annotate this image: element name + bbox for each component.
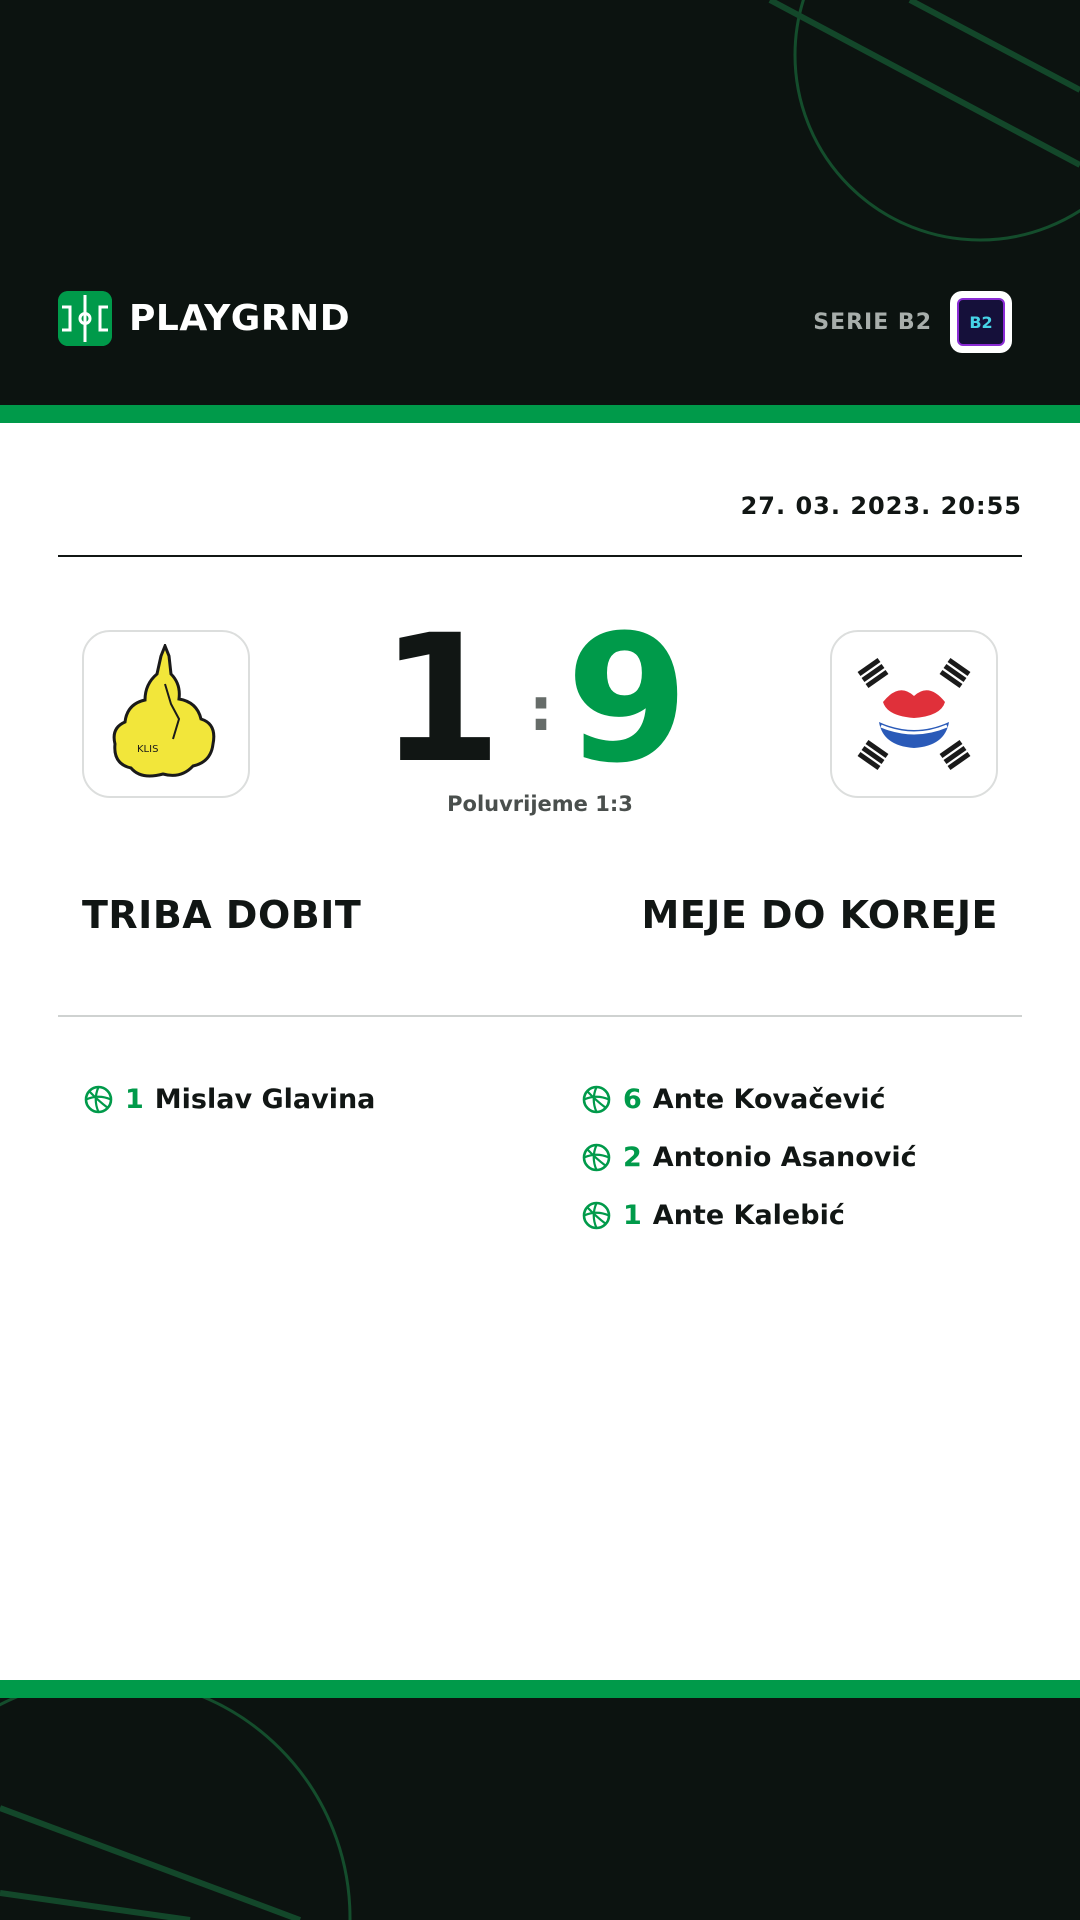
scorer-goals: 1: [125, 1083, 144, 1115]
brand-name: PLAYGRND: [129, 298, 351, 339]
scorer-name[interactable]: Ante Kalebić: [652, 1199, 845, 1231]
divider: [58, 555, 1022, 557]
halftime-score: Poluvrijeme 1:3: [447, 792, 633, 816]
away-scorers: [582, 1070, 917, 1244]
svg-text:KLIS: KLIS: [137, 744, 159, 755]
scorer-name[interactable]: Antonio Asanović: [652, 1141, 917, 1173]
league[interactable]: [813, 291, 1012, 353]
scorer-row: [582, 1128, 917, 1186]
footer-accent-bar: [0, 1680, 1080, 1698]
home-score: 1: [379, 597, 502, 802]
header: [0, 0, 1080, 405]
pitch-icon: [58, 291, 112, 346]
scorer-row: [582, 1186, 917, 1244]
scorer-name[interactable]: Ante Kovačević: [652, 1083, 886, 1115]
league-badge: [950, 291, 1012, 353]
divider: [58, 1015, 1022, 1017]
home-scorers: [84, 1070, 375, 1128]
match-datetime: 27. 03. 2023. 20:55: [740, 492, 1022, 520]
brand[interactable]: [58, 291, 350, 346]
scorer-goals: 1: [623, 1199, 642, 1231]
header-accent-bar: [0, 405, 1080, 423]
ball-icon: [582, 1143, 611, 1172]
scorer-goals: 6: [623, 1083, 642, 1115]
footer: [0, 1698, 1080, 1920]
away-team-logo: [830, 630, 998, 798]
ball-icon: [582, 1085, 611, 1114]
scorer-goals: 2: [623, 1141, 642, 1173]
league-name: SERIE B2: [813, 309, 932, 335]
ball-icon: [84, 1085, 113, 1114]
home-team-name: TRIBA DOBIT: [82, 893, 362, 937]
scorer-row: [84, 1070, 375, 1128]
away-crest-icon: [849, 654, 979, 774]
score-separator: :: [529, 675, 553, 745]
pitch-lines-decoration: [0, 1698, 1080, 1920]
scorer-row: [582, 1070, 917, 1128]
away-team-name: MEJE DO KOREJE: [641, 893, 998, 937]
away-score: 9: [566, 597, 689, 802]
league-badge-logo: B2: [957, 298, 1005, 346]
ball-icon: [582, 1201, 611, 1230]
scorer-name[interactable]: Mislav Glavina: [154, 1083, 376, 1115]
